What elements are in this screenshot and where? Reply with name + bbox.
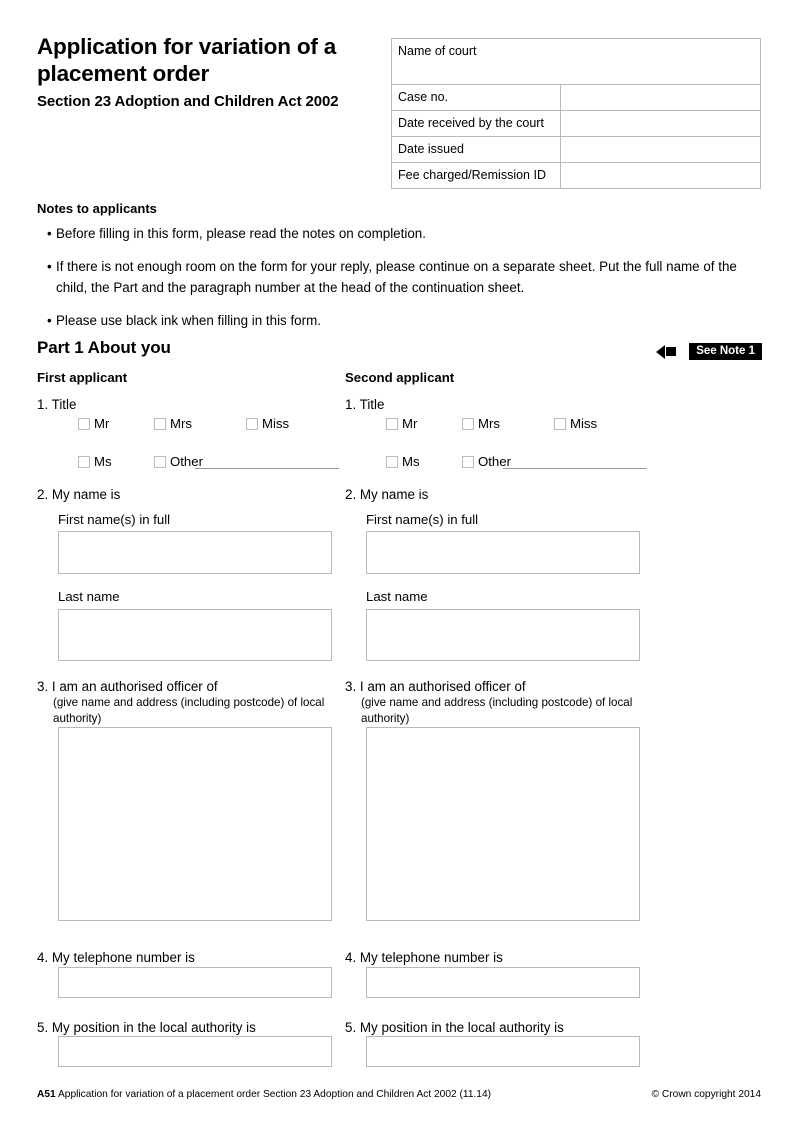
first-applicant-heading: First applicant [37, 370, 128, 385]
checkbox-miss[interactable] [554, 416, 597, 431]
telephone-input[interactable] [58, 967, 332, 998]
checkbox-mrs[interactable] [154, 416, 192, 431]
note-text: If there is not enough room on the form for your reply, please continue on a separate sheet. Put the full name of the child, the Part and the paragraph number at the head of the continuation sheet. [56, 259, 737, 295]
checkbox-box-icon[interactable] [462, 456, 474, 468]
page-subtitle: Section 23 Adoption and Children Act 2002 [37, 93, 339, 110]
bullet-icon: • [47, 226, 52, 241]
checkbox-label: Mr [402, 416, 418, 431]
question-2-name-label: 2. My name is [37, 487, 121, 502]
checkbox-label: Other [170, 454, 203, 469]
checkbox-label: Miss [570, 416, 598, 431]
second-applicant-column [345, 0, 675, 1131]
authority-address-input[interactable] [366, 727, 640, 921]
question-1-title-label: 1. Title [37, 397, 77, 412]
last-name-label: Last name [58, 589, 120, 604]
first-names-input[interactable] [366, 531, 640, 574]
note-text: Please use black ink when filling in this form. [56, 313, 321, 328]
checkbox-label: Other [478, 454, 511, 469]
checkbox-box-icon[interactable] [78, 456, 90, 468]
telephone-input[interactable] [366, 967, 640, 998]
position-input[interactable] [366, 1036, 640, 1067]
question-5-position-label: 5. My position in the local authority is [345, 1020, 564, 1035]
checkbox-label: Miss [262, 416, 290, 431]
title-options-row-2 [37, 454, 367, 472]
date-received-label: Date received by the court [392, 111, 561, 137]
case-no-label: Case no. [392, 85, 561, 111]
checkbox-box-icon[interactable] [386, 456, 398, 468]
question-3-officer-label [345, 678, 675, 726]
first-applicant-column [37, 0, 367, 1131]
checkbox-other[interactable] [154, 454, 203, 469]
fee-charged-label: Fee charged/Remission ID [392, 163, 561, 189]
first-names-label: First name(s) in full [58, 512, 171, 527]
title-other-input[interactable] [195, 468, 339, 469]
checkbox-label: Mrs [478, 416, 500, 431]
title-options-row-2 [345, 454, 675, 472]
checkbox-ms[interactable] [78, 454, 112, 469]
form-description: Application for variation of a placement order Section 23 Adoption and Children Act 2002 (11.14) [57, 1089, 492, 1100]
question-4-telephone-label: 4. My telephone number is [345, 950, 503, 965]
checkbox-label: Mr [94, 416, 110, 431]
question-3-sub-text: (give name and address (including postcode) of local authority) [53, 696, 325, 725]
checkbox-box-icon[interactable] [154, 456, 166, 468]
authority-address-input[interactable] [58, 727, 332, 921]
copyright-notice: © Crown copyright 2014 [651, 1089, 761, 1100]
checkbox-label: Ms [94, 454, 112, 469]
checkbox-box-icon[interactable] [78, 418, 90, 430]
position-input[interactable] [58, 1036, 332, 1067]
checkbox-box-icon[interactable] [554, 418, 566, 430]
second-applicant-heading: Second applicant [345, 370, 455, 385]
checkbox-box-icon[interactable] [246, 418, 258, 430]
question-3-main-text: 3. I am an authorised officer of [345, 679, 526, 694]
question-3-main-text: 3. I am an authorised officer of [37, 679, 218, 694]
checkbox-label: Ms [402, 454, 420, 469]
checkbox-box-icon[interactable] [386, 418, 398, 430]
last-name-input[interactable] [366, 609, 640, 661]
first-names-input[interactable] [58, 531, 332, 574]
form-code: A51 [37, 1089, 56, 1100]
checkbox-label: Mrs [170, 416, 192, 431]
first-names-label: First name(s) in full [366, 512, 479, 527]
last-name-label: Last name [366, 589, 428, 604]
title-options-row-1 [345, 416, 675, 434]
checkbox-box-icon[interactable] [154, 418, 166, 430]
checkbox-mrs[interactable] [462, 416, 500, 431]
bullet-icon: • [47, 313, 52, 328]
date-issued-label: Date issued [392, 137, 561, 163]
checkbox-other[interactable] [462, 454, 511, 469]
checkbox-miss[interactable] [246, 416, 289, 431]
title-options-row-1 [37, 416, 367, 434]
question-2-name-label: 2. My name is [345, 487, 429, 502]
checkbox-ms[interactable] [386, 454, 420, 469]
notes-heading: Notes to applicants [37, 201, 157, 216]
checkbox-box-icon[interactable] [462, 418, 474, 430]
note-text: Before filling in this form, please read the notes on completion. [56, 226, 426, 241]
see-note-badge: See Note 1 [689, 343, 762, 360]
name-of-court-cell[interactable]: Name of court [392, 39, 761, 85]
part-heading: Part 1 About you [37, 338, 171, 357]
checkbox-mr[interactable] [386, 416, 417, 431]
title-other-input[interactable] [503, 468, 647, 469]
question-1-title-label: 1. Title [345, 397, 385, 412]
page-footer [37, 1089, 761, 1100]
footer-left [37, 1089, 491, 1100]
bullet-icon: • [47, 259, 52, 274]
question-3-sub-text: (give name and address (including postcode) of local authority) [361, 696, 633, 725]
question-3-officer-label [37, 678, 367, 726]
checkbox-mr[interactable] [78, 416, 109, 431]
question-4-telephone-label: 4. My telephone number is [37, 950, 195, 965]
page-title: Application for variation of a placement order [37, 34, 337, 86]
question-5-position-label: 5. My position in the local authority is [37, 1020, 256, 1035]
last-name-input[interactable] [58, 609, 332, 661]
